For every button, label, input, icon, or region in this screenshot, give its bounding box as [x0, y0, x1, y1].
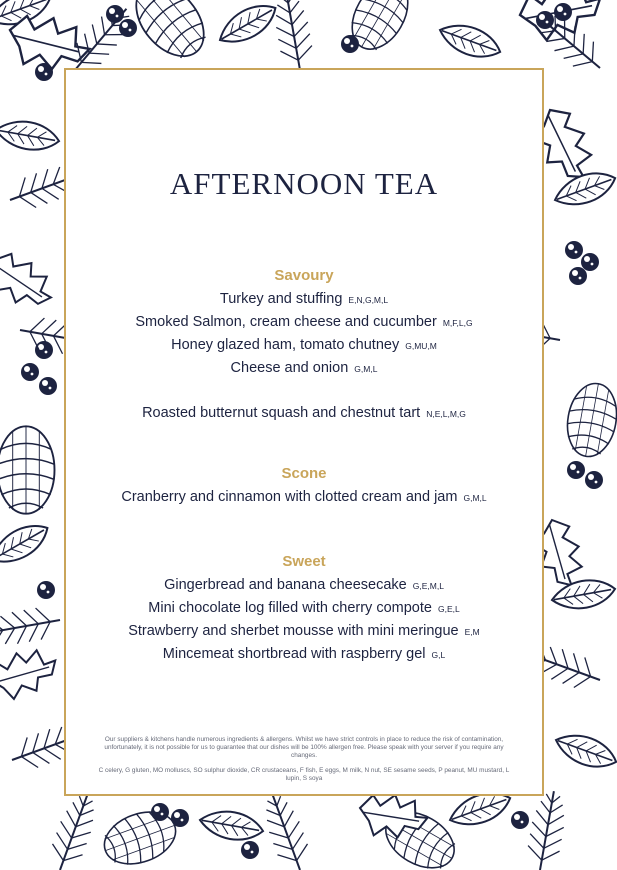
allergen-codes: G,M,L	[354, 364, 378, 374]
menu-item	[66, 334, 542, 357]
allergen-codes: G,L	[431, 650, 446, 660]
menu-item	[66, 402, 542, 425]
menu-item	[66, 620, 542, 643]
allergen-key: C celery, G gluten, MO molluscs, SO sulphur dioxide, CR crustaceans, F fish, E eggs, M milk, N nut, SE sesame seeds, P peanut, MU mustard, L lupin, S soya	[98, 766, 510, 782]
menu-item	[66, 288, 542, 311]
item-name: Mini chocolate log filled with cherry compote	[148, 600, 432, 616]
allergen-codes: G,E,L	[437, 604, 460, 614]
item-name: Turkey and stuffing	[219, 291, 343, 307]
menu-item	[66, 486, 542, 509]
menu-item	[66, 643, 542, 666]
menu-item	[66, 357, 542, 380]
menu-title: AFTERNOON TEA	[169, 166, 439, 201]
allergen-codes: E,N,G,M,L	[348, 295, 389, 305]
item-name: Mincemeat shortbread with raspberry gel	[162, 646, 426, 662]
allergen-codes: E,M	[464, 627, 480, 637]
item-name: Strawberry and sherbet mousse with mini meringue	[128, 623, 459, 639]
menu-item	[66, 311, 542, 334]
scone-section	[66, 464, 542, 509]
allergen-codes: N,E,L,M,G	[426, 409, 466, 419]
allergen-codes: G,MU,M	[405, 341, 437, 351]
section-heading-scone: Scone	[281, 465, 327, 482]
savoury-section	[66, 266, 542, 425]
menu-card	[64, 68, 544, 796]
section-heading-savoury: Savoury	[274, 267, 334, 284]
item-name: Cheese and onion	[230, 360, 349, 376]
allergen-codes: G,M,L	[463, 493, 487, 503]
section-heading-sweet: Sweet	[282, 553, 326, 570]
item-name: Honey glazed ham, tomato chutney	[171, 337, 400, 353]
item-name: Gingerbread and banana cheesecake	[164, 577, 407, 593]
allergen-footer	[92, 736, 516, 789]
allergen-notice: Our suppliers & kitchens handle numerous ingredients & allergens. Whilst we have strict controls in place to reduce the risk of contamination, unfortunately, it is not possible for us to guarantee that our dishes will be 100% allergen free. Please speak with your server if you require any changes.	[104, 736, 504, 760]
item-name: Roasted butternut squash and chestnut tart	[142, 405, 421, 421]
allergen-codes: G,E,M,L	[412, 581, 444, 591]
sweet-section	[66, 552, 542, 666]
menu-item	[66, 574, 542, 597]
item-name: Cranberry and cinnamon with clotted cream and jam	[121, 489, 458, 505]
item-name: Smoked Salmon, cream cheese and cucumber	[135, 314, 437, 330]
menu-item	[66, 597, 542, 620]
allergen-codes: M,F,L,G	[442, 318, 473, 328]
